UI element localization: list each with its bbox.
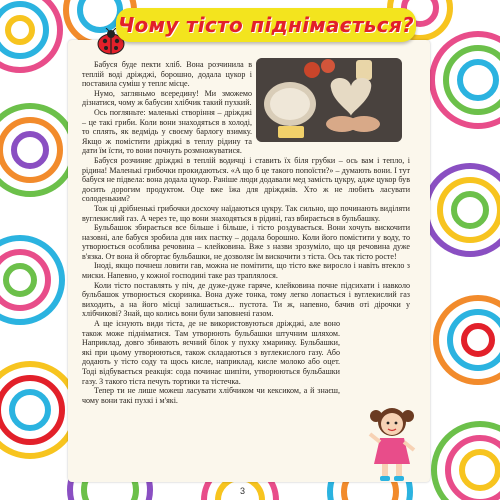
paragraph: Тепер ти не лише можеш ласувати хлібчиком чи кексиком, а й знаєш, чому вони такі пухкі і м'які. <box>82 386 340 405</box>
girl-illustration <box>362 404 422 482</box>
paragraph: Іноді, якщо почнеш ловити гав, можна не помітити, що тісто вже виросло і навіть втекло з миски. Напевно, у кожної господині таке раз траплялося. <box>82 261 410 281</box>
page-title: Чому тісто піднімається? <box>118 13 414 37</box>
paragraph: Бульбашок збирається все більше і більше, і тісто роздувається. Вони хочуть вискочити назовні, але бабуся зробила для них пастку – додала борошно. Коли його помістити у воду, то утворюється особлива речовина – клейковина. Вже з назви зрозуміло, що ця речовина дуже в'язка. От вона й обгортає бульбашки, не дозволяє їм вискочити з тіста. Ось так тісто росте! <box>82 223 410 261</box>
paragraph: Бабуся розчиняє дріжджі в теплій водичці і ставить їх біля грубки – ось вам і тепло, і рідина! Маленькі грибочки прокидаються. «А що б це такого попоїсти?» – думають вони. І тут бабуся не підвела: вона додала цукор. Раніше люди додавали мед замість цукру, адже цукор був досить дорогим продуктом. Оце вже їжа для дріжджів. Хто ж не любить ласувати солоденьким? <box>82 155 410 204</box>
paragraph: Тож ці дрібненькі грибочки досхочу наїдаються цукру. Так сильно, що починають виділяти вуглекислий газ. А через те, що вони знаходяться в рідині, газ вбирається в бульбашку. <box>82 203 410 223</box>
paragraph: Бабуся буде пекти хліб. Вона розчинила в теплій воді дріжджі, борошно, додала цукор і поставила суміш у теплє місце. <box>82 60 252 89</box>
paragraph: Нумо, загляньмо всередину! Ми зможемо дізнатися, чому ж бабусин хлібчик такий пухкий. <box>82 88 252 108</box>
page-number: 3 <box>240 486 246 496</box>
title-banner <box>116 8 416 42</box>
article-text <box>82 60 410 405</box>
paragraph: Ось погляньте: маленькі створіння – дріжджі – це такі гриби. Коли вони знаходяться в холоді, то сплять, як ведмідь у своєму барлогу взимку. Якщо ж помістити дріжджі в теплу рідину та дати їм їсти, то вони почнуть розмножуватися. <box>82 107 252 156</box>
paragraph: А ще існують види тіста, де не використовуються дріжджі, але воно також може підніматися. Там утворюють бульбашки штучним шляхом. Наприклад, довго збивають яєчний білок у пухку хмаринку. Бульбашки, які при цьому утворюються, також складаються з вуглекислого газу. Або додають у тісто соду та щось кисле, наприклад, кисле молоко або оцет. Тоді відбувається реакція: сода починає шипіти, утворюються бульбашки газу. З такого тіста печуть тортики та тістечка. <box>82 319 340 386</box>
paragraph: Коли тісто поставлять у піч, де дуже-дуже гаряче, клейковина почне підсихати і навколо бульбашок утворюється скоринка. Вона дуже тонка, тому легко лопається і вуглекислий газ виходить, а на його місці залишається... пустота. Ти ж, напевно, бачив оті дірочки у хлібчикові? Знай, що колись вони були заповнені газом. <box>82 280 410 319</box>
